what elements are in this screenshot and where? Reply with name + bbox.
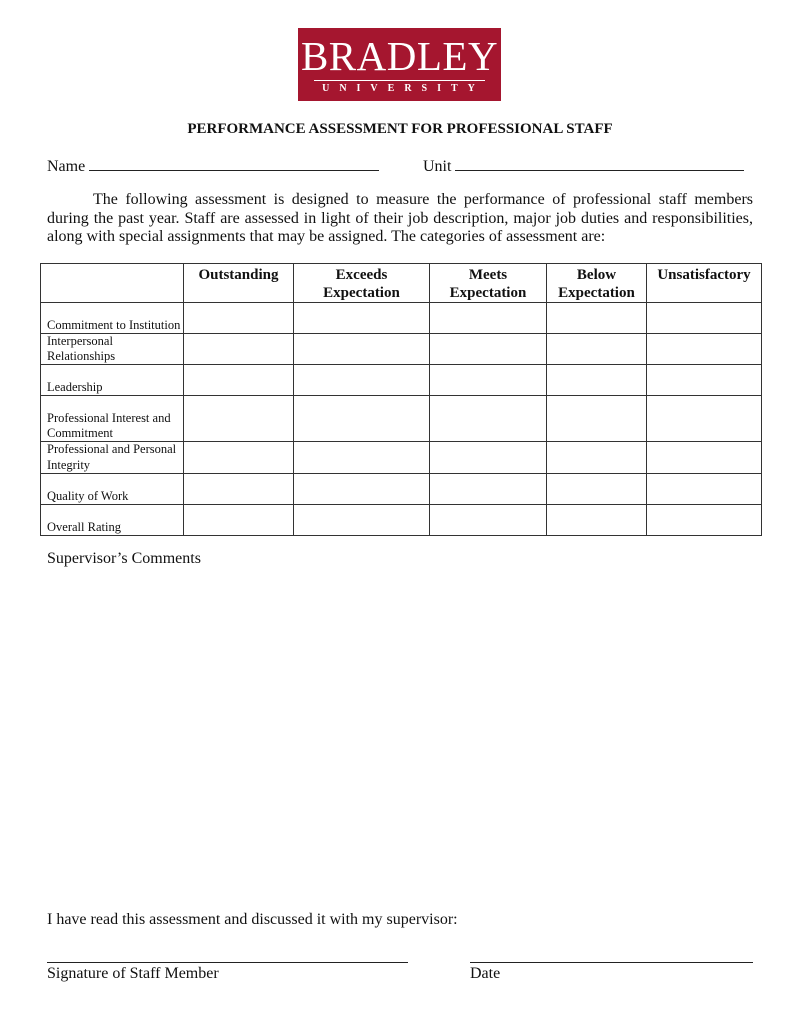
rating-cell[interactable]: [547, 365, 647, 396]
rating-cell[interactable]: [647, 504, 762, 535]
rating-cell[interactable]: [184, 365, 294, 396]
table-row: [41, 334, 762, 365]
row-label-leadership: Leadership: [41, 365, 184, 396]
header-outstanding: Outstanding: [184, 264, 294, 303]
row-label-overall-rating: Overall Rating: [41, 504, 184, 535]
rating-cell[interactable]: [647, 396, 762, 442]
rating-cell[interactable]: [647, 442, 762, 473]
logo-wordmark: BRADLEY: [300, 33, 499, 79]
table-header-row: [41, 264, 762, 303]
rating-cell[interactable]: [184, 442, 294, 473]
rating-cell[interactable]: [294, 365, 430, 396]
header-category-blank: [41, 264, 184, 303]
unit-field: [423, 156, 744, 176]
rating-cell[interactable]: [547, 473, 647, 504]
page-title: PERFORMANCE ASSESSMENT FOR PROFESSIONAL STAFF: [187, 121, 613, 137]
rating-cell[interactable]: [184, 303, 294, 334]
staff-signature-line[interactable]: [47, 962, 408, 963]
logo-subtitle: UNIVERSITY: [322, 83, 485, 94]
rating-cell[interactable]: [430, 473, 547, 504]
row-label-professional-interest: Professional Interest and Commitment: [41, 396, 184, 442]
supervisor-comments-label: Supervisor’s Comments: [47, 550, 201, 567]
row-label-integrity: Professional and Personal Integrity: [41, 442, 184, 473]
table-row: [41, 303, 762, 334]
bradley-university-logo: [298, 28, 501, 101]
table-row: [41, 504, 762, 535]
table-row: [41, 442, 762, 473]
rating-cell[interactable]: [294, 334, 430, 365]
unit-input-line[interactable]: [455, 156, 744, 171]
date-label: Date: [470, 965, 501, 982]
name-field: [47, 156, 379, 176]
table-row: [41, 365, 762, 396]
rating-cell[interactable]: [294, 442, 430, 473]
rating-cell[interactable]: [430, 396, 547, 442]
rating-cell[interactable]: [184, 334, 294, 365]
rating-cell[interactable]: [547, 303, 647, 334]
header-meets-expectation: Meets Expectation: [430, 264, 547, 303]
rating-cell[interactable]: [430, 504, 547, 535]
header-unsatisfactory: Unsatisfactory: [647, 264, 762, 303]
rating-cell[interactable]: [647, 365, 762, 396]
rating-cell[interactable]: [647, 303, 762, 334]
rating-cell[interactable]: [547, 442, 647, 473]
rating-cell[interactable]: [294, 473, 430, 504]
rating-cell[interactable]: [430, 303, 547, 334]
rating-cell[interactable]: [184, 504, 294, 535]
name-label: Name: [47, 158, 86, 175]
unit-label: Unit: [423, 158, 452, 175]
rating-cell[interactable]: [184, 396, 294, 442]
rating-cell[interactable]: [294, 504, 430, 535]
header-below-expectation: Below Expectation: [547, 264, 647, 303]
row-label-quality-of-work: Quality of Work: [41, 473, 184, 504]
date-line[interactable]: [470, 962, 753, 963]
rating-cell[interactable]: [547, 504, 647, 535]
assessment-table: [40, 263, 762, 536]
table-row: [41, 396, 762, 442]
rating-cell[interactable]: [294, 303, 430, 334]
rating-cell[interactable]: [547, 396, 647, 442]
rating-cell[interactable]: [430, 365, 547, 396]
header-exceeds-expectation: Exceeds Expectation: [294, 264, 430, 303]
intro-paragraph: The following assessment is designed to measure the performance of professional staff members during the past year. Staff are assessed in light of their job description, major job duties and responsibilities, along with special assignments that may be assigned. The categories of assessment are:: [47, 191, 753, 245]
staff-signature-label: Signature of Staff Member: [47, 965, 219, 982]
rating-cell[interactable]: [430, 442, 547, 473]
rating-cell[interactable]: [294, 396, 430, 442]
table-row: [41, 473, 762, 504]
acknowledgement-text: I have read this assessment and discussed it with my supervisor:: [47, 911, 458, 928]
rating-cell[interactable]: [647, 473, 762, 504]
rating-cell[interactable]: [430, 334, 547, 365]
rating-cell[interactable]: [547, 334, 647, 365]
rating-cell[interactable]: [647, 334, 762, 365]
rating-cell[interactable]: [184, 473, 294, 504]
name-input-line[interactable]: [89, 156, 379, 171]
logo-divider: [314, 80, 485, 81]
row-label-commitment: Commitment to Institution: [41, 303, 184, 334]
row-label-interpersonal: Interpersonal Relationships: [41, 334, 184, 365]
